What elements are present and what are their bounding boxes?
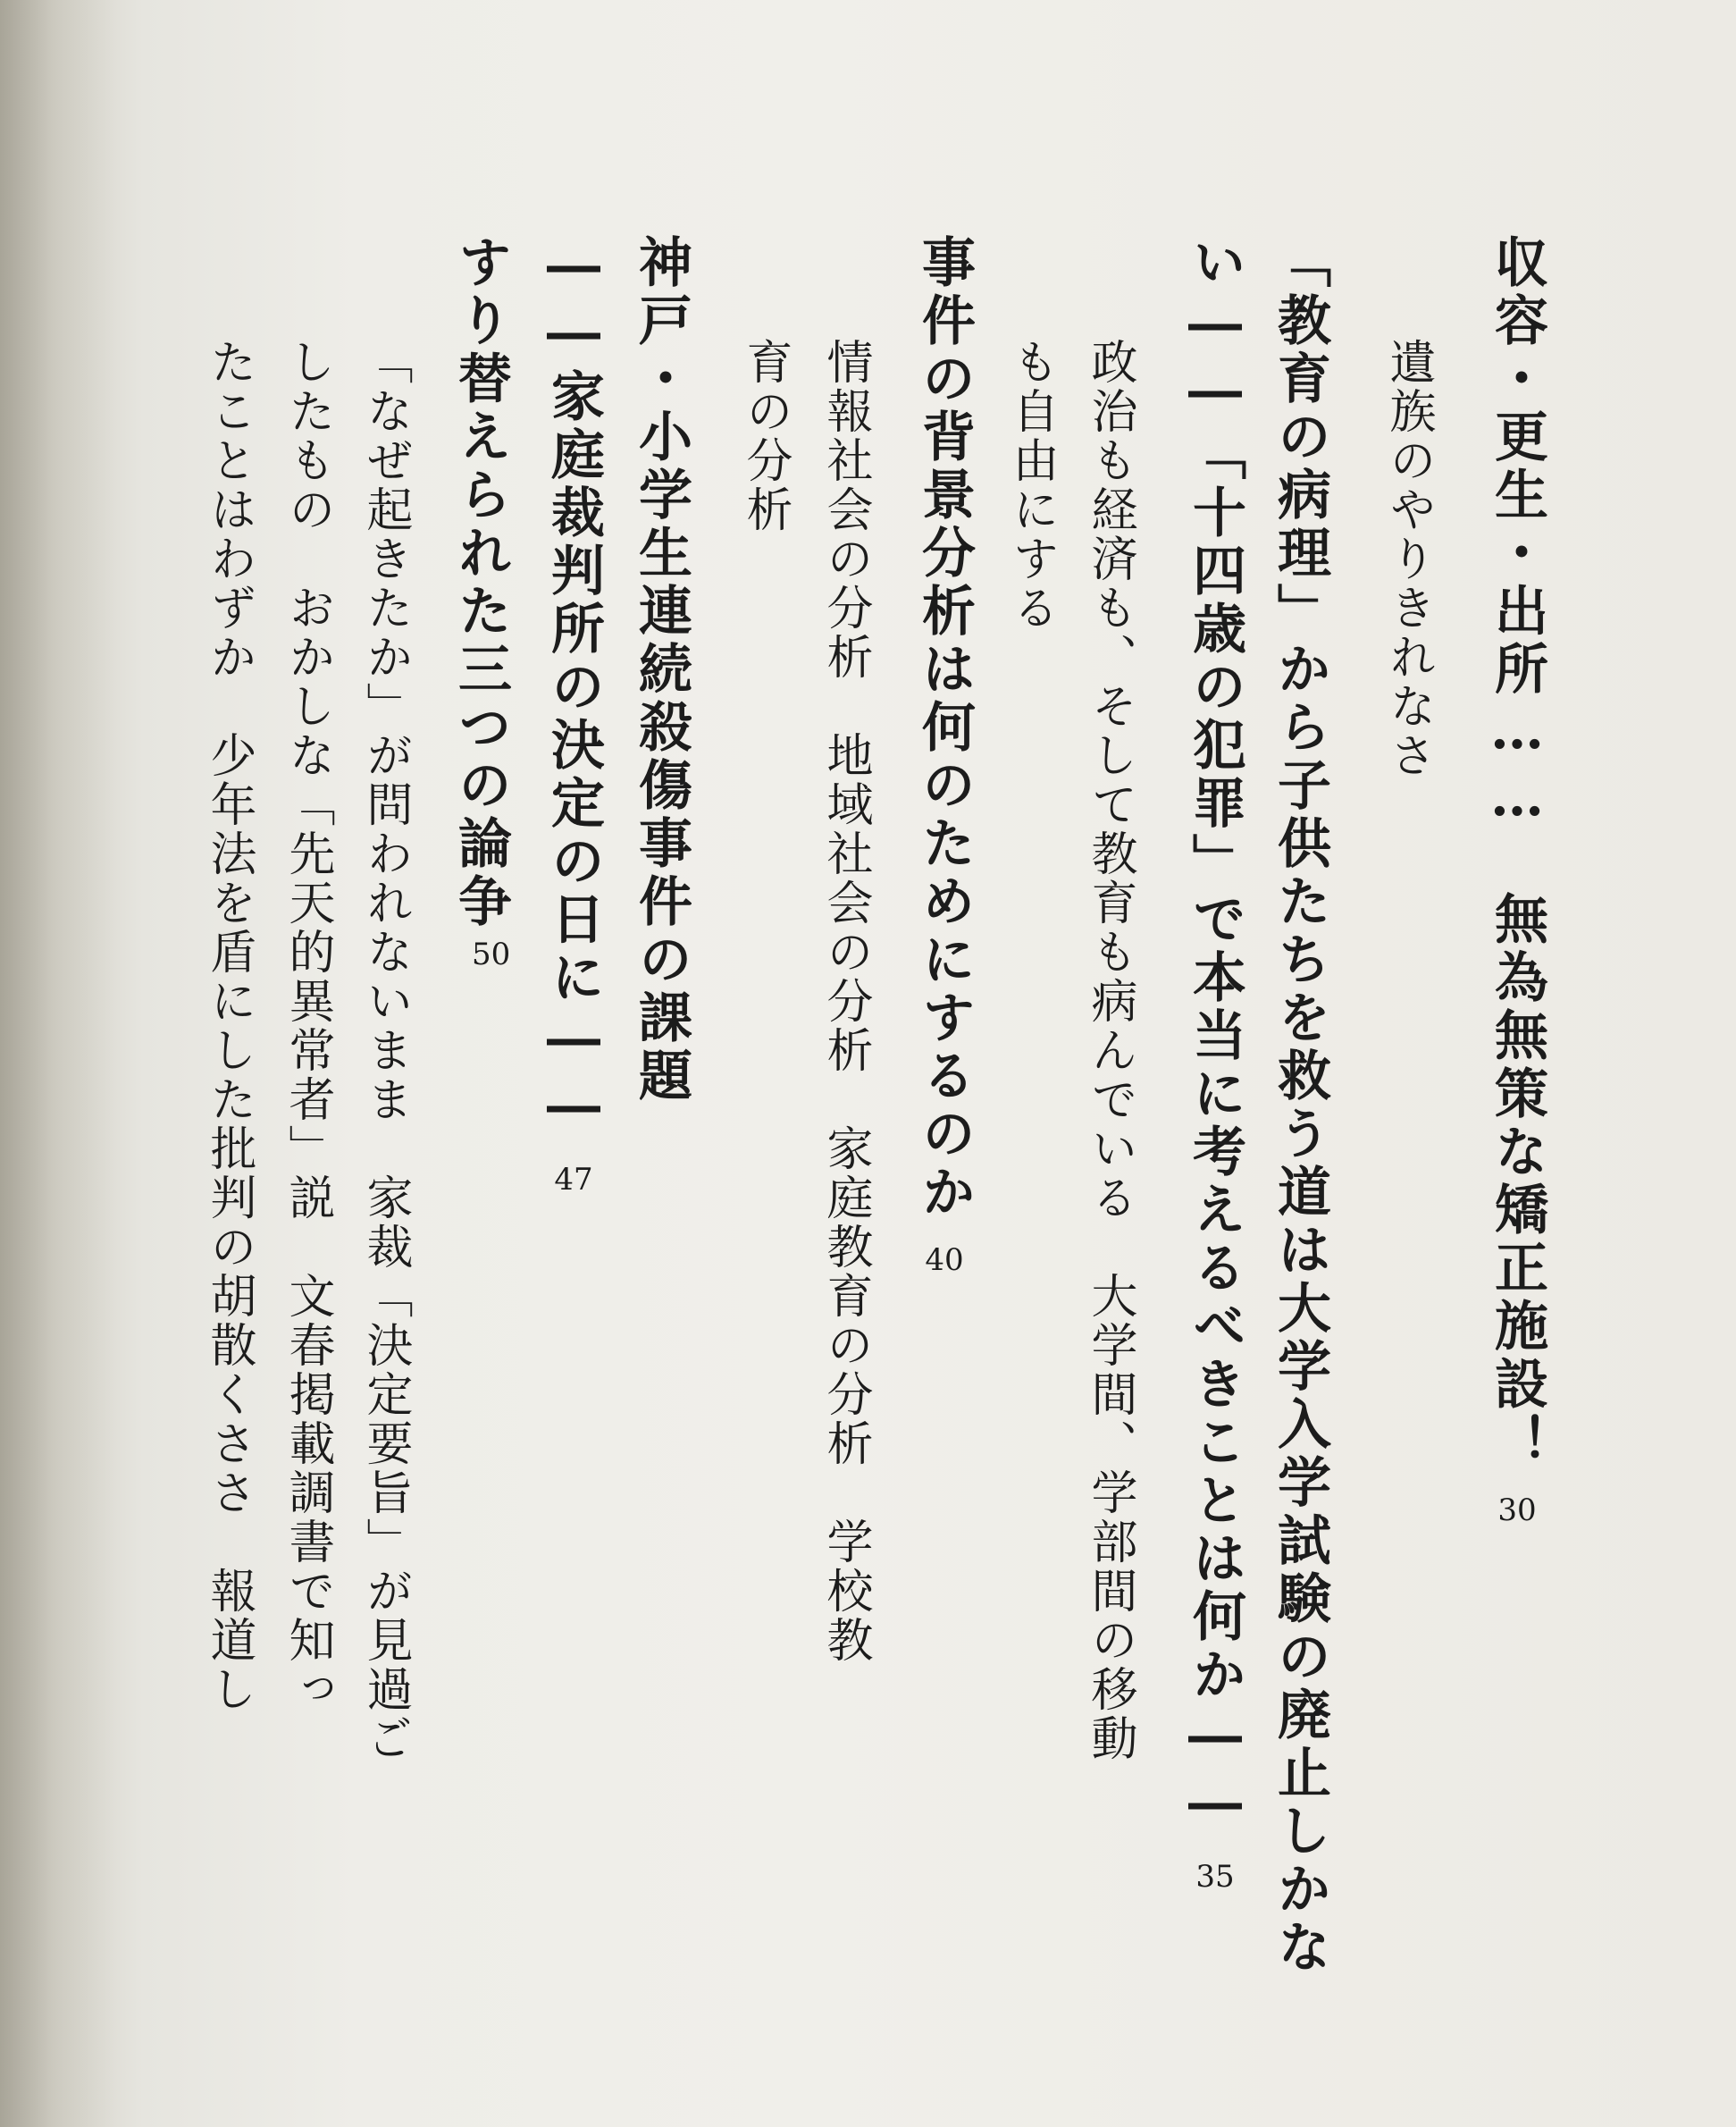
page-gutter-shadow [0,0,116,2127]
toc-subheading: たことはわずか 少年法を盾にした批判の胡散くささ 報道し [202,338,256,1714]
toc-subheading: 情報社会の分析 地域社会の分析 家庭教育の分析 学校教 [818,338,872,1665]
toc-heading-three-disputes: すり替えられた三つの論争 [449,234,512,931]
toc-heading-detention [1486,234,1548,1528]
toc-subheading: 政治も経済も、そして教育も病んでいる 大学間、学部間の移動 [1083,338,1136,1763]
toc-heading-background-analysis [913,234,976,1278]
page-number: 35 [1195,1859,1235,1895]
page-number: 50 [472,937,511,972]
toc-heading-text: ――家庭裁判所の決定の日に―― [542,234,605,1141]
toc-subheading: 育の分析 [738,338,792,534]
page-number: 40 [925,1242,964,1278]
toc-heading-continued [542,234,605,1198]
toc-heading-text: い――「十四歳の犯罪」で本当に考えるべきことは何か―― [1184,234,1246,1838]
toc-subheading: も自由にする [1004,338,1058,633]
toc-heading-education-pathology: 「教育の病理」から子供たちを救う道は大学入学試験の廃止しかな [1269,234,1331,1977]
toc-heading-continued [1184,234,1246,1895]
page-number: 47 [554,1162,593,1198]
toc-heading-text: 事件の背景分析は何のためにするのか [913,234,976,1222]
page-number: 30 [1497,1492,1537,1528]
toc-subheading: 「なぜ起きたか」が問われないまま 家裁「決定要旨」が見過ご [358,338,412,1763]
toc-heading-kobe-case: 神戸・小学生連続殺傷事件の課題 [630,234,692,1106]
toc-heading-text: 収容・更生・出所…… 無為無策な矯正施設！ [1486,234,1548,1472]
toc-subheading: したもの おかしな「先天的異常者」説 文春掲載調書で知っ [281,338,334,1714]
toc-subheading: 遺族のやりきれなさ [1381,338,1435,780]
